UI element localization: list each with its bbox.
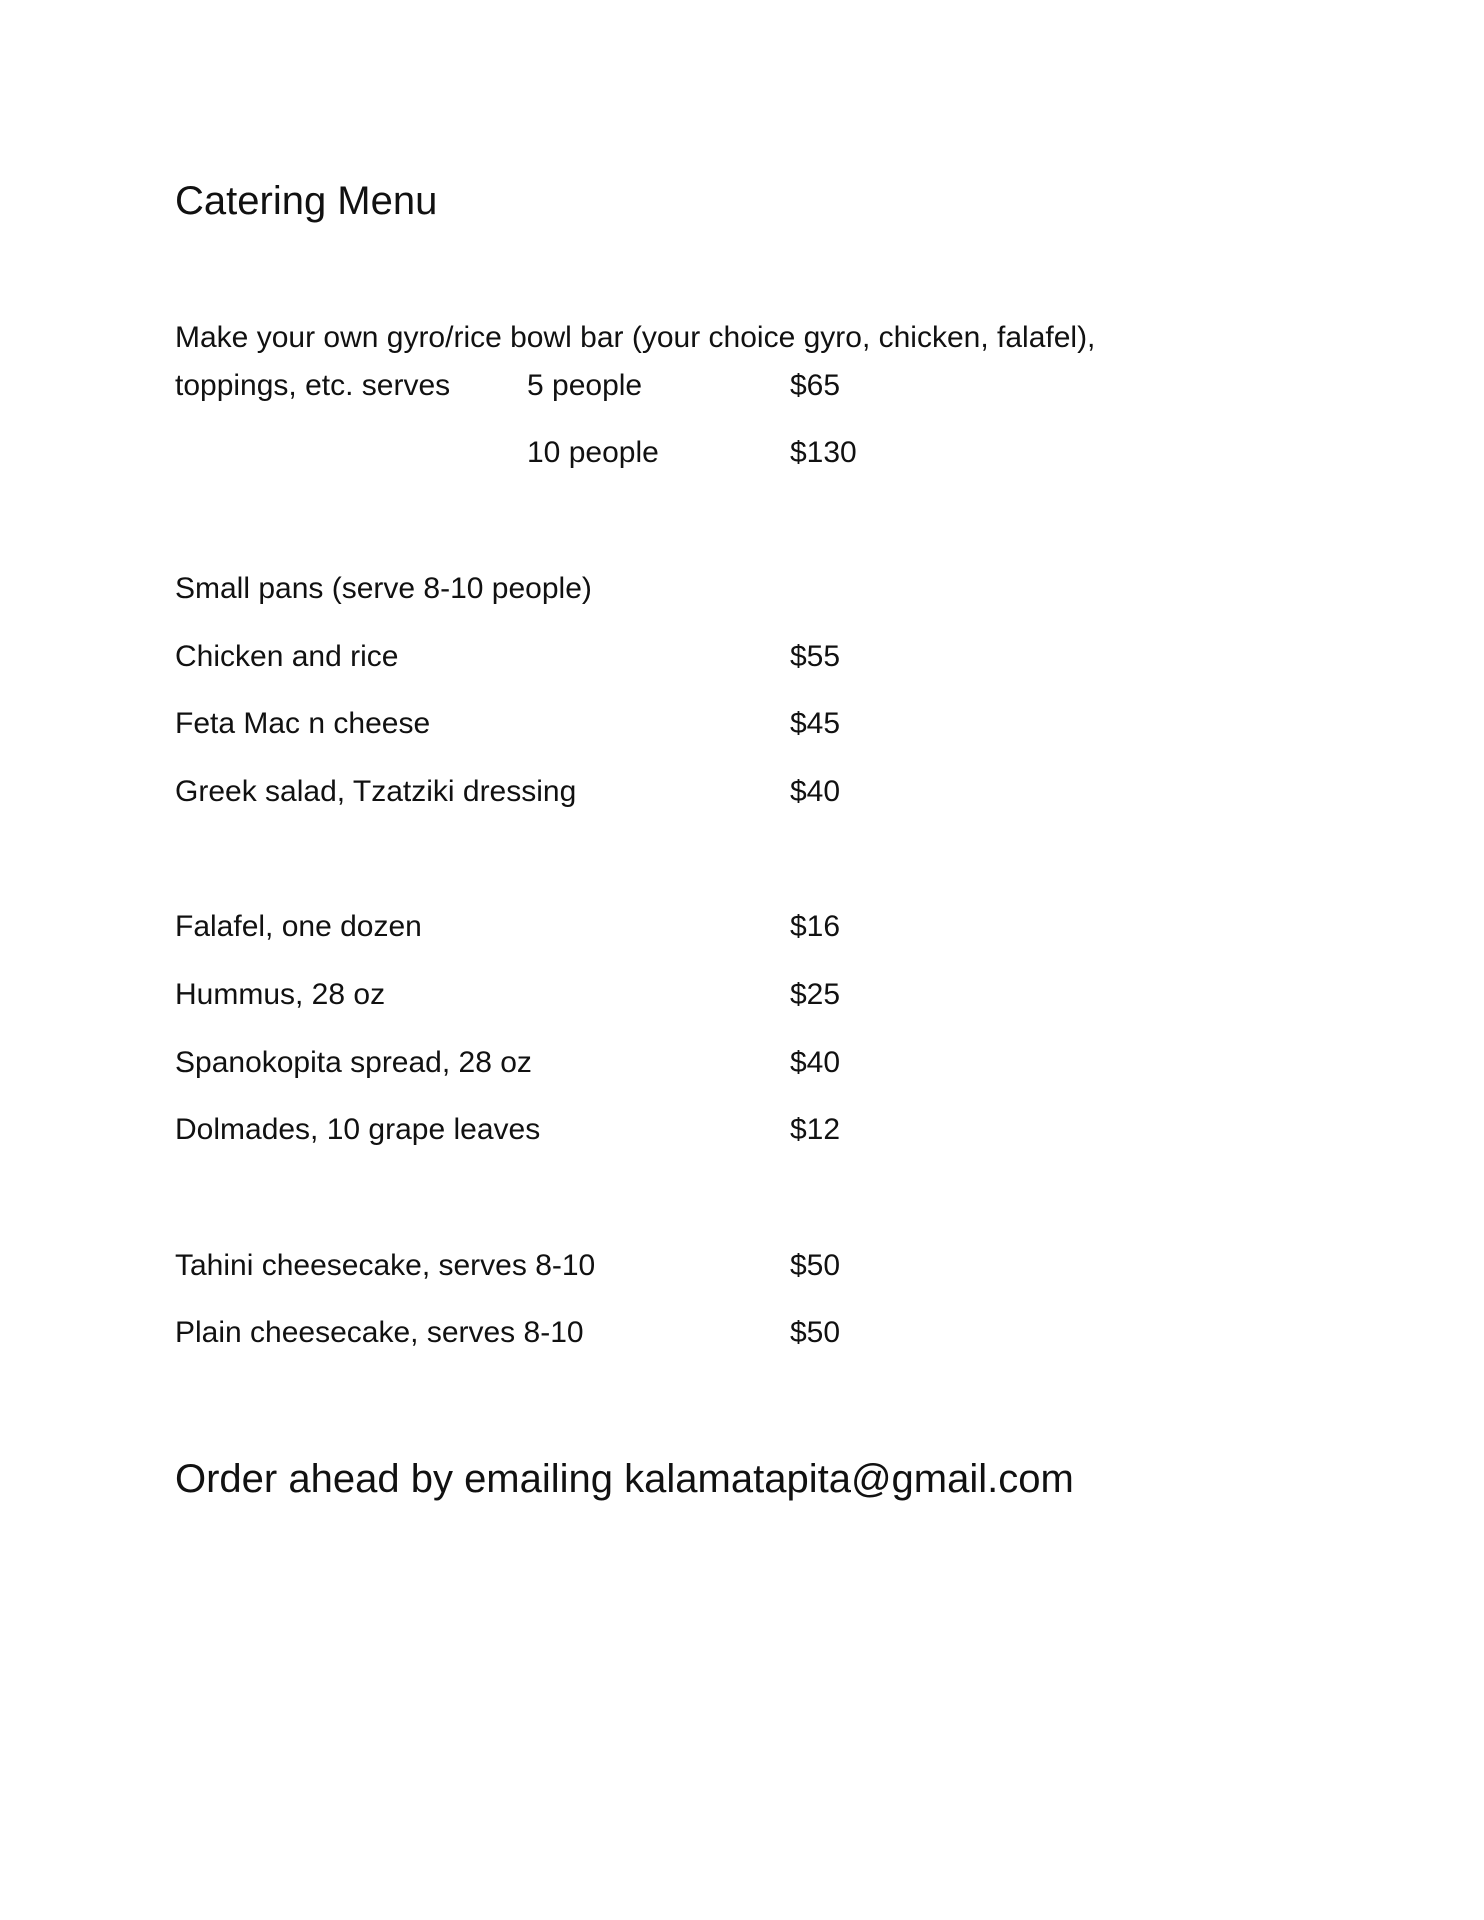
bowl-bar-size: 10 people [527,436,659,469]
menu-item-name: Tahini cheesecake, serves 8-10 [175,1249,596,1282]
menu-item-name: Dolmades, 10 grape leaves [175,1113,541,1146]
menu-item-price: $45 [790,707,841,740]
bowl-bar-serves-label: toppings, etc. serves [175,369,451,402]
bowl-bar-size: 5 people [527,369,643,402]
menu-item-name: Spanokopita spread, 28 oz [175,1046,532,1079]
menu-item-name: Plain cheesecake, serves 8-10 [175,1316,584,1349]
menu-item-name: Falafel, one dozen [175,910,422,943]
order-ahead-note: Order ahead by emailing kalamatapita@gmail.com [175,1457,1074,1501]
menu-item-price: $50 [790,1316,841,1349]
menu-item-name: Greek salad, Tzatziki dressing [175,775,577,808]
menu-item-price: $40 [790,1046,841,1079]
menu-item-price: $25 [790,978,841,1011]
bowl-bar-price: $65 [790,369,841,402]
menu-item-name: Feta Mac n cheese [175,707,431,740]
bowl-bar-description: Make your own gyro/rice bowl bar (your choice gyro, chicken, falafel), [175,321,1096,354]
page-title: Catering Menu [175,179,438,223]
small-pans-heading: Small pans (serve 8-10 people) [175,572,592,605]
menu-item-name: Hummus, 28 oz [175,978,386,1011]
menu-item-price: $12 [790,1113,841,1146]
menu-item-price: $55 [790,640,841,673]
bowl-bar-price: $130 [790,436,857,469]
menu-item-price: $40 [790,775,841,808]
menu-item-price: $50 [790,1249,841,1282]
menu-item-name: Chicken and rice [175,640,399,673]
menu-item-price: $16 [790,910,841,943]
